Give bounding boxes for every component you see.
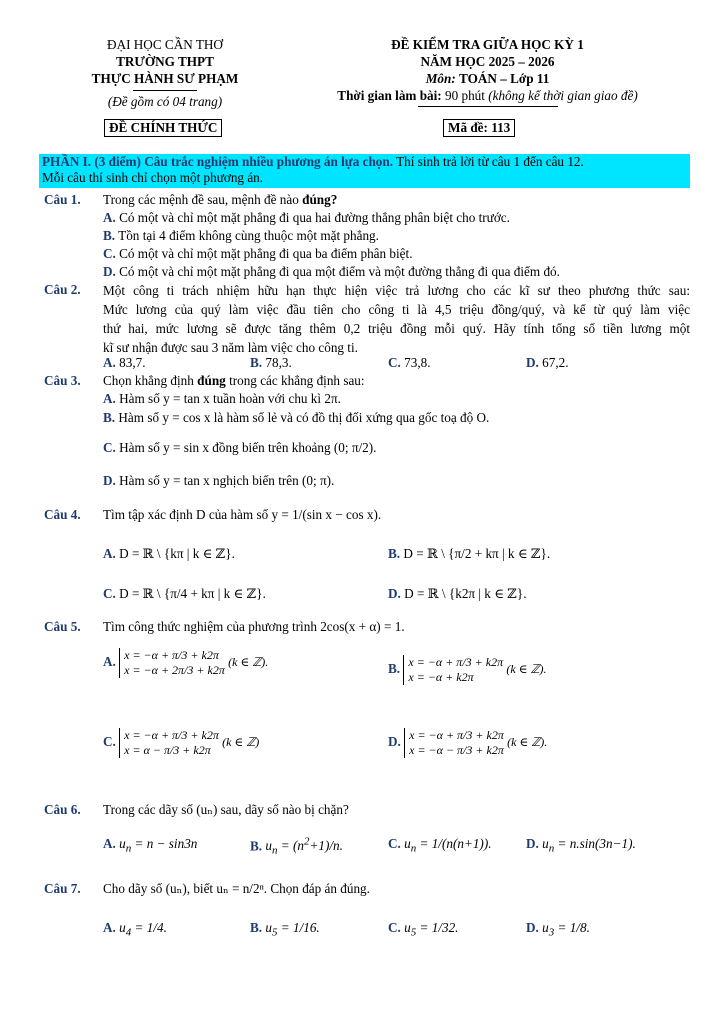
header-left	[70, 36, 260, 110]
q1-option-a[interactable]: A. Có một và chỉ một mặt phẳng đi qua hai đường thẳng phân biệt cho trước.	[103, 210, 510, 225]
q4-label: Câu 4.	[44, 507, 81, 522]
exam-code: Mã đề: 113	[443, 119, 515, 137]
school-name-1: TRƯỜNG THPT	[116, 54, 214, 69]
q3-label: Câu 3.	[44, 373, 81, 388]
q3-stem: Chọn khẳng định đúng trong các khẳng định sau:	[103, 373, 365, 388]
q2-option-a[interactable]: A. 83,7.	[103, 355, 146, 370]
official-label: ĐỀ CHÍNH THỨC	[104, 119, 222, 137]
q5-option-d[interactable]: D. x = −α + π/3 + k2π x = −α − π/3 + k2π (k ∈ ℤ).	[388, 728, 548, 757]
q1-option-c[interactable]: C. Có một và chỉ một mặt phẳng đi qua ba điểm phân biệt.	[103, 246, 413, 261]
q2-option-d[interactable]: D. 67,2.	[526, 355, 569, 370]
q7-option-c[interactable]: C. $u_5 = 1/32$.	[388, 920, 459, 939]
school-year: NĂM HỌC 2025 – 2026	[420, 54, 555, 69]
q3-option-c[interactable]: C. Hàm số y = sin x đồng biến trên khoảng (0; π/2).	[103, 440, 377, 455]
q3-option-d[interactable]: D. Hàm số y = tan x nghịch biến trên (0; π).	[103, 473, 335, 488]
q3-option-a[interactable]: A. Hàm số y = tan x tuần hoàn với chu kì 2π.	[103, 391, 341, 406]
time-line: Thời gian làm bài: 90 phút (không kể thời gian giao đề)	[337, 88, 638, 103]
q6-option-a[interactable]: A. $u_n = n - \sin 3n$	[103, 836, 198, 855]
q3-option-b[interactable]: B. Hàm số y = cos x là hàm số lẻ và có đồ thị đối xứng qua gốc toạ độ O.	[103, 410, 490, 425]
q1-option-b[interactable]: B. Tồn tại 4 điểm không cùng thuộc một mặt phẳng.	[103, 228, 379, 243]
q4-option-b[interactable]: B. D = ℝ \ {π/2 + kπ | k ∈ ℤ}.	[388, 546, 551, 561]
q6-option-d[interactable]: D. $u_n = n.\sin(3n-1)$.	[526, 836, 636, 855]
q1-option-d[interactable]: D. Có một và chỉ một mặt phẳng đi qua một điểm và một đường thẳng đi qua điểm đó.	[103, 264, 560, 279]
header-right	[300, 36, 675, 107]
q7-stem: Cho dãy số (uₙ), biết uₙ = n/2ⁿ. Chọn đáp án đúng.	[103, 881, 370, 896]
q2-label: Câu 2.	[44, 282, 81, 297]
q6-stem: Trong các dãy số (uₙ) sau, dãy số nào bị chặn?	[103, 802, 349, 817]
subject-line: Môn: TOÁN – Lớp 11	[425, 71, 550, 86]
q7-option-a[interactable]: A. $u_4 = 1/4$.	[103, 920, 167, 939]
q1-stem: Trong các mệnh đề sau, mệnh đề nào đúng?	[103, 192, 338, 207]
q4-option-d[interactable]: D. D = ℝ \ {k2π | k ∈ ℤ}.	[388, 586, 527, 601]
university-name: ĐẠI HỌC CẦN THƠ	[107, 37, 223, 52]
q7-option-b[interactable]: B. $u_5 = 1/16$.	[250, 920, 320, 939]
exam-title: ĐỀ KIỂM TRA GIỮA HỌC KỲ 1	[391, 37, 584, 52]
q2-stem: Một công ti trách nhiệm hữu hạn thực hiện việc trả lương cho các kĩ sư theo phương thức sau: Mức lương của quý làm việc đầu tiên cho công ti là 4,5 triệu đồng/quý, và kể từ quý làm việc thứ hai, mức lương sẽ được tăng thêm 0,2 triệu đồng mỗi quý. Hãy tính tổng số tiền lương một kĩ sư nhận được sau 3 năm làm việc cho công ti.	[103, 283, 690, 355]
q5-option-a[interactable]: A. x = −α + π/3 + k2π x = −α + 2π/3 + k2π (k ∈ ℤ).	[103, 648, 269, 677]
q5-label: Câu 5.	[44, 619, 81, 634]
q4-option-a[interactable]: A. D = ℝ \ {kπ | k ∈ ℤ}.	[103, 546, 235, 561]
page-count-note: (Đề gồm có 04 trang)	[107, 94, 223, 109]
q6-label: Câu 6.	[44, 802, 81, 817]
section-banner: PHẦN I. (3 điểm) Câu trắc nghiệm nhiều phương án lựa chọn. Thí sinh trả lời từ câu 1 đến câu 12. Mỗi câu thí sinh chỉ chọn một phương án.	[39, 154, 690, 188]
q4-option-c[interactable]: C. D = ℝ \ {π/4 + kπ | k ∈ ℤ}.	[103, 586, 266, 601]
q5-option-b[interactable]: B. x = −α + π/3 + k2π x = −α + k2π (k ∈ ℤ).	[388, 655, 547, 684]
q1-label: Câu 1.	[44, 192, 81, 207]
q7-option-d[interactable]: D. $u_3 = 1/8$.	[526, 920, 590, 939]
q7-label: Câu 7.	[44, 881, 81, 896]
q2-option-b[interactable]: B. 78,3.	[250, 355, 292, 370]
q6-option-b[interactable]: B. $u_n = (n^2+1)/n$.	[250, 836, 343, 858]
q5-option-c[interactable]: C. x = −α + π/3 + k2π x = α − π/3 + k2π (k ∈ ℤ)	[103, 728, 260, 757]
q6-option-c[interactable]: C. $u_n = 1/(n(n+1))$.	[388, 836, 492, 855]
q4-stem: Tìm tập xác định D của hàm số y = 1/(sin x − cos x).	[103, 507, 382, 522]
q2-option-c[interactable]: C. 73,8.	[388, 355, 431, 370]
q5-stem: Tìm công thức nghiệm của phương trình 2cos(x + α) = 1.	[103, 619, 405, 634]
school-name-2: THỰC HÀNH SƯ PHẠM	[91, 71, 239, 86]
